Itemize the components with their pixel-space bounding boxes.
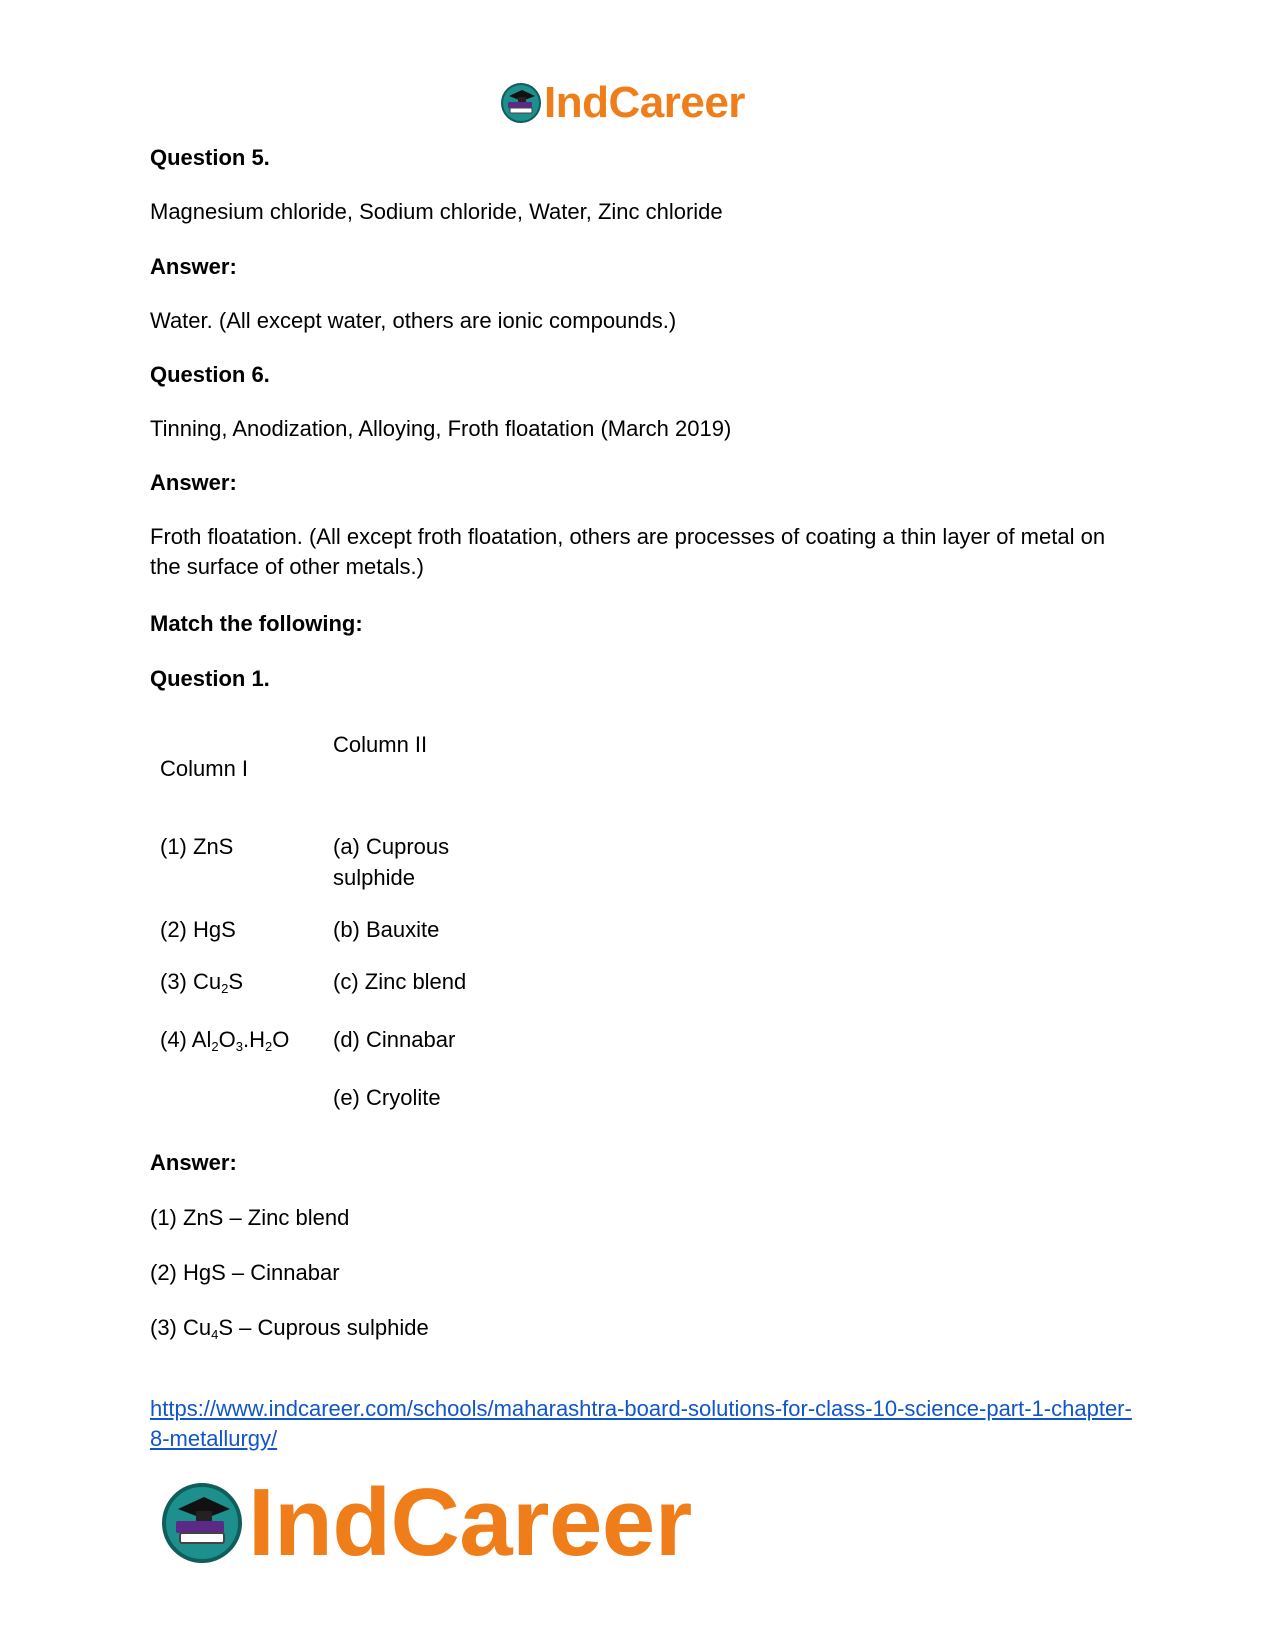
match-heading: Match the following:	[150, 611, 363, 636]
q6-text: Tinning, Anodization, Alloying, Froth floatation (March 2019)	[150, 416, 732, 441]
indcareer-logo-top	[500, 78, 745, 128]
col1-item: (2) HgS	[160, 917, 236, 942]
indcareer-logo-bottom	[160, 1468, 692, 1578]
globe-book-icon	[500, 82, 542, 124]
source-link[interactable]: https://www.indcareer.com/schools/maharashtra-board-solutions-for-class-10-science-part-1-chapter-8-metallurgy/	[150, 1396, 1132, 1451]
q5-text: Magnesium chloride, Sodium chloride, Water, Zinc chloride	[150, 199, 723, 224]
col1-item: (3) $Cu_2S$	[160, 969, 244, 996]
match-question-heading: Question 1.	[150, 666, 270, 691]
globe-book-icon	[160, 1481, 244, 1565]
col2-item: (b) Bauxite	[333, 917, 440, 942]
q6-heading: Question 6.	[150, 362, 270, 387]
logo-wordmark: IndCareer	[544, 78, 745, 127]
q6-answer-heading: Answer:	[150, 470, 237, 495]
q5-answer: Water. (All except water, others are ionic compounds.)	[150, 308, 677, 333]
answer-item: (2) HgS – Cinnabar	[150, 1260, 340, 1285]
col2-item: (a) Cuprous sulphide	[333, 834, 450, 890]
col2-item: (d) Cinnabar	[333, 1027, 456, 1052]
q5-answer-heading: Answer:	[150, 254, 237, 279]
q6-answer: Froth floatation. (All except froth floatation, others are processes of coating a thin layer of metal on the surface of other metals.)	[150, 524, 1106, 579]
col2-item: (c) Zinc blend	[333, 969, 467, 994]
col2-item: (e) Cryolite	[333, 1085, 441, 1110]
match-answer-heading: Answer:	[150, 1150, 237, 1175]
answer-item: (3) $Cu_4S$ – Cuprous sulphide	[150, 1315, 429, 1342]
col1-item: (1) ZnS	[160, 834, 234, 859]
col1-header: Column I	[160, 756, 249, 781]
col1-item: (4) $Al_2O_3.H_2O$	[160, 1027, 290, 1054]
logo-wordmark: IndCareer	[248, 1469, 692, 1576]
col2-header: Column II	[333, 732, 428, 757]
answer-item: (1) ZnS – Zinc blend	[150, 1205, 350, 1230]
q5-heading: Question 5.	[150, 145, 270, 170]
